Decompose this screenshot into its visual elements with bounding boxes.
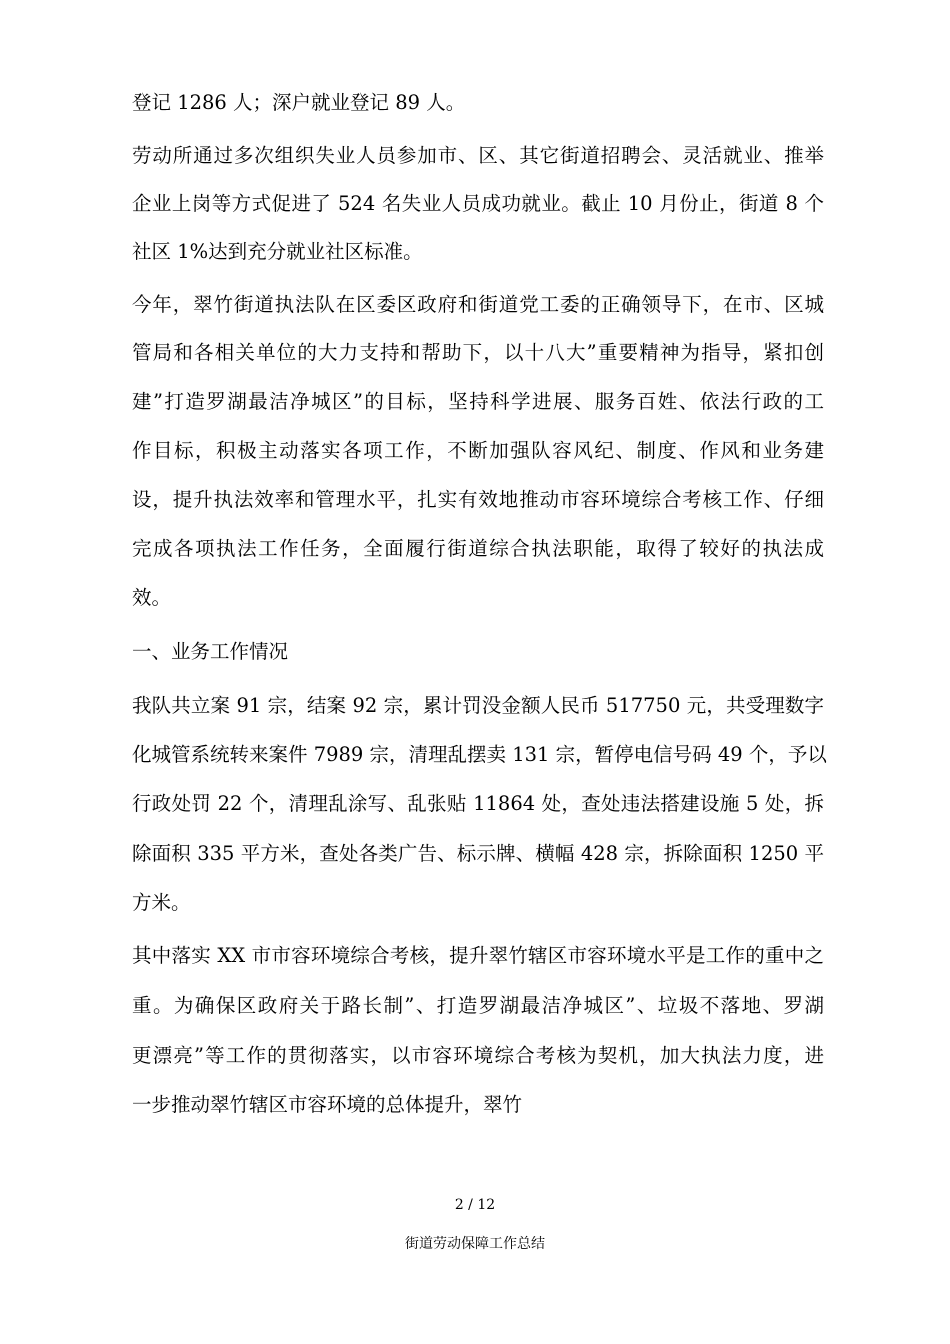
paragraph-line: 化城管系统转来案件 7989 宗，清理乱摆卖 131 宗，暂停电信号码 49 个，予以 bbox=[132, 743, 827, 766]
paragraph-line: 设，提升执法效率和管理水平，扎实有效地推动市容环境综合考核工作、仔细 bbox=[132, 488, 824, 511]
paragraph-line: 更漂亮”等工作的贯彻落实，以市容环境综合考核为契机，加大执法力度，进 bbox=[132, 1044, 824, 1067]
paragraph-line: 登记 1286 人；深户就业登记 89 人。 bbox=[132, 91, 466, 114]
paragraph-line: 完成各项执法工作任务，全面履行街道综合执法职能，取得了较好的执法成 bbox=[132, 537, 824, 560]
footer-title: 街道劳动保障工作总结 bbox=[405, 1236, 545, 1252]
paragraph-line: 建”打造罗湖最洁净城区”的目标，坚持科学进展、服务百姓、依法行政的工 bbox=[132, 390, 824, 413]
paragraph-line: 方米。 bbox=[132, 891, 191, 914]
paragraph-line: 重。为确保区政府关于路长制”、打造罗湖最洁净城区”、垃圾不落地、罗湖 bbox=[132, 994, 824, 1017]
paragraph-line: 效。 bbox=[132, 586, 172, 609]
paragraph-line: 劳动所通过多次组织失业人员参加市、区、其它街道招聘会、灵活就业、推举 bbox=[132, 144, 824, 167]
paragraph-line: 今年，翠竹街道执法队在区委区政府和街道党工委的正确领导下，在市、区城 bbox=[132, 293, 824, 316]
paragraph-line: 我队共立案 91 宗，结案 92 宗，累计罚没金额人民币 517750 元，共受理数字 bbox=[132, 694, 824, 717]
paragraph-line: 行政处罚 22 个，清理乱涂写、乱张贴 11864 处，查处违法搭建设施 5 处，拆 bbox=[132, 792, 824, 815]
paragraph-line: 管局和各相关单位的大力支持和帮助下，以十八大”重要精神为指导，紧扣创 bbox=[132, 341, 824, 364]
paragraph-line: 其中落实 XX 市市容环境综合考核，提升翠竹辖区市容环境水平是工作的重中之 bbox=[132, 944, 824, 967]
paragraph-line: 企业上岗等方式促进了 524 名失业人员成功就业。截止 10 月份止，街道 8 个 bbox=[132, 192, 824, 215]
paragraph-line: 作目标，积极主动落实各项工作，不断加强队容风纪、制度、作风和业务建 bbox=[132, 439, 824, 462]
paragraph-line: 一步推动翠竹辖区市容环境的总体提升，翠竹 bbox=[132, 1093, 523, 1116]
paragraph-line: 除面积 335 平方米，查处各类广告、标示牌、横幅 428 宗，拆除面积 1250 平 bbox=[132, 842, 824, 865]
page-number: 2 / 12 bbox=[454, 1197, 496, 1213]
paragraph-line: 社区 1%达到充分就业社区标准。 bbox=[132, 240, 423, 263]
section-heading: 一、业务工作情况 bbox=[132, 640, 289, 663]
